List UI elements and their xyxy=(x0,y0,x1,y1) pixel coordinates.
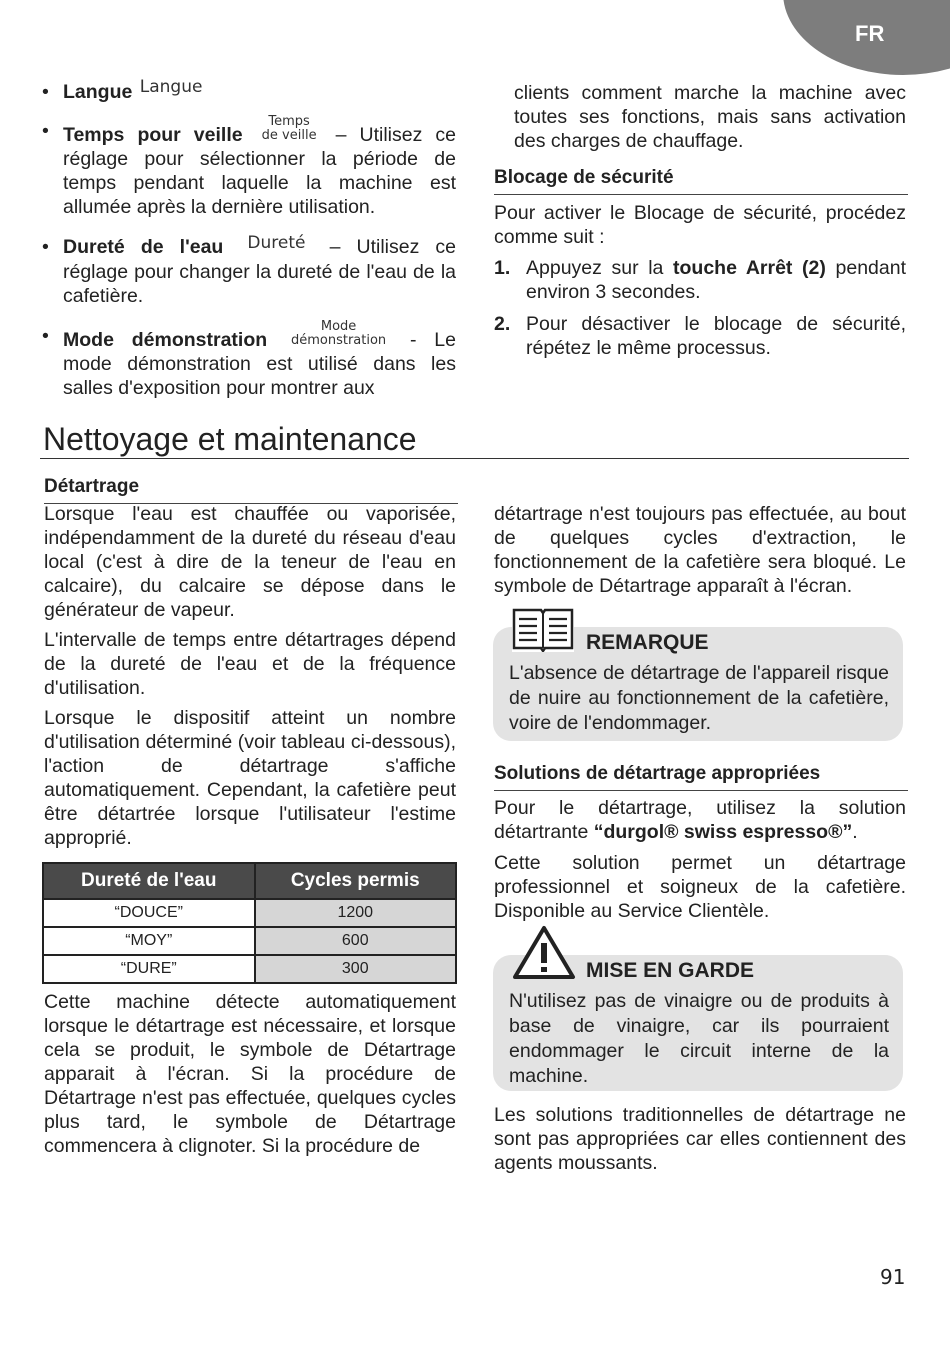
demo-text: - Le mode démonstration est utilisé dans les salles d'exposition pour montrer aux xyxy=(63,329,456,399)
demo-display-text xyxy=(291,320,386,348)
bullet-dot: • xyxy=(42,120,49,142)
list-item-veille xyxy=(40,114,456,219)
warning-icon xyxy=(512,924,576,980)
blocage-intro: Pour activer le Blocage de sécurité, procédez comme suit : xyxy=(494,202,906,248)
remarque-title: REMARQUE xyxy=(586,631,709,654)
hardness-table xyxy=(42,862,457,984)
table-cell-hardness: “DURE” xyxy=(43,955,255,983)
bullet-dot: • xyxy=(42,236,49,258)
demo-label: Mode démonstration xyxy=(63,329,268,351)
table-cell-cycles: 600 xyxy=(255,927,457,955)
table-row xyxy=(43,927,456,955)
detartrage-para-2: L'intervalle de temps entre détartrages dépend de la dureté de l'eau et de la fréquence d'utilisation. xyxy=(44,629,456,699)
step-1 xyxy=(494,256,906,304)
durete-text: – Utilisez ce réglage pour changer la dureté de l'eau de la cafetière. xyxy=(63,236,456,307)
langue-display-text: Langue xyxy=(139,77,203,97)
veille-display-line2: de veille xyxy=(261,128,317,143)
veille-text: – Utilisez ce réglage pour sélectionner la période de temps pendant laquelle la machine est allumée après la dernière utilisation. xyxy=(63,124,456,218)
step-1-post: pendant environ 3 secondes. xyxy=(526,257,906,303)
step-2 xyxy=(494,312,906,360)
list-item-durete xyxy=(40,235,456,308)
solutions-product: “durgol® swiss espresso®” xyxy=(593,821,853,843)
demo-display-line1: Mode xyxy=(320,319,357,334)
settings-list xyxy=(40,77,456,416)
solutions-post: . xyxy=(852,821,858,843)
table-cell-cycles: 300 xyxy=(255,955,457,983)
bullet-dot: • xyxy=(42,325,49,347)
detartrage-para-4: Cette machine détecte automatiquement lorsque le détartrage est nécessaire, et lorsque cela se produit, le symbole de Détartrage apparait à l'écran. Si la procédure de Détartrage n'est pas effectuée, quelques cycles plus tard, le symbole de Détartrage commencera à clignoter. Si la procédure de xyxy=(44,991,456,1157)
detartrage-para-3: Lorsque le dispositif atteint un nombre d'utilisation déterminé (voir tableau ci-dessous), l'action de détartrage s'affiche automatiquement. Cependant, la cafetière peut être détartrée lorsque l'utilisateur l'estime approprié. xyxy=(44,707,456,849)
section-title: Nettoyage et maintenance xyxy=(43,421,417,457)
table-cell-hardness: “MOY” xyxy=(43,927,255,955)
step-2-text: Pour désactiver le blocage de sécurité, répétez le même processus. xyxy=(526,313,906,359)
book-icon xyxy=(512,604,574,652)
garde-text: N'utilisez pas de vinaigre ou de produits à base de vinaigre, car ils pourraient endommager le circuit interne de la machine. xyxy=(509,990,889,1087)
section-divider xyxy=(40,458,909,459)
step-1-bold: touche Arrêt (2) xyxy=(673,257,826,279)
table-row xyxy=(43,955,456,983)
bullet-dot: • xyxy=(42,81,49,103)
final-para: Les solutions traditionnelles de détartrage ne sont pas appropriées car elles contiennent des agents moussants. xyxy=(494,1104,906,1174)
langue-label: Langue xyxy=(63,81,133,103)
language-label: FR xyxy=(855,21,885,46)
demo-continuation: clients comment marche la machine avec toutes ses fonctions, mais sans activation des charges de chauffage. xyxy=(514,82,906,152)
solutions-para-1 xyxy=(494,796,906,844)
list-item-demo xyxy=(40,319,456,400)
veille-display-line1: Temps xyxy=(268,114,310,129)
veille-label: Temps pour veille xyxy=(63,124,243,146)
veille-display-text xyxy=(262,115,317,143)
blocage-heading: Blocage de sécurité xyxy=(494,166,908,195)
step-1-number: 1. xyxy=(494,257,511,279)
step-2-number: 2. xyxy=(494,313,511,335)
remarque-text: L'absence de détartrage de l'appareil risque de nuire au fonctionnement de la cafetière, voire de l'endommager. xyxy=(509,662,889,733)
garde-title: MISE EN GARDE xyxy=(586,959,755,982)
durete-display-text: Dureté xyxy=(247,233,306,253)
page-number: 91 xyxy=(880,1265,906,1289)
table-cell-hardness: “DOUCE” xyxy=(43,899,255,927)
detartrage-heading: Détartrage xyxy=(44,475,458,504)
step-1-pre: Appuyez sur la xyxy=(526,257,674,279)
detartrage-para-1: Lorsque l'eau est chauffée ou vaporisée, indépendamment de la dureté du réseau d'eau local (c'est à dire de la teneur de l'eau en calcaire), du calcaire se dépose dans le générateur de vapeur. xyxy=(44,503,456,621)
table-row xyxy=(43,899,456,927)
demo-display-line2: démonstration xyxy=(290,333,387,348)
table-header-row xyxy=(43,863,456,899)
solutions-para-2: Cette solution permet un détartrage professionnel et soigneux de la cafetière. Disponible au Service Clientèle. xyxy=(494,852,906,922)
list-item-langue xyxy=(40,77,456,105)
table-header-durete: Dureté de l'eau xyxy=(43,863,255,899)
durete-label: Dureté de l'eau xyxy=(63,236,224,258)
solutions-heading: Solutions de détartrage appropriées xyxy=(494,762,908,791)
detartrage-right-para: détartrage n'est toujours pas effectuée, au bout de quelques cycles d'extraction, le fonctionnement de la cafetière sera bloqué. Le symbole de Détartrage apparaît à l'écran. xyxy=(494,503,906,597)
table-cell-cycles: 1200 xyxy=(255,899,457,927)
blocage-steps xyxy=(494,256,906,360)
table-header-cycles: Cycles permis xyxy=(255,863,457,899)
solutions-pre: Pour le détartrage, utilisez la solution détartrante xyxy=(494,797,906,843)
